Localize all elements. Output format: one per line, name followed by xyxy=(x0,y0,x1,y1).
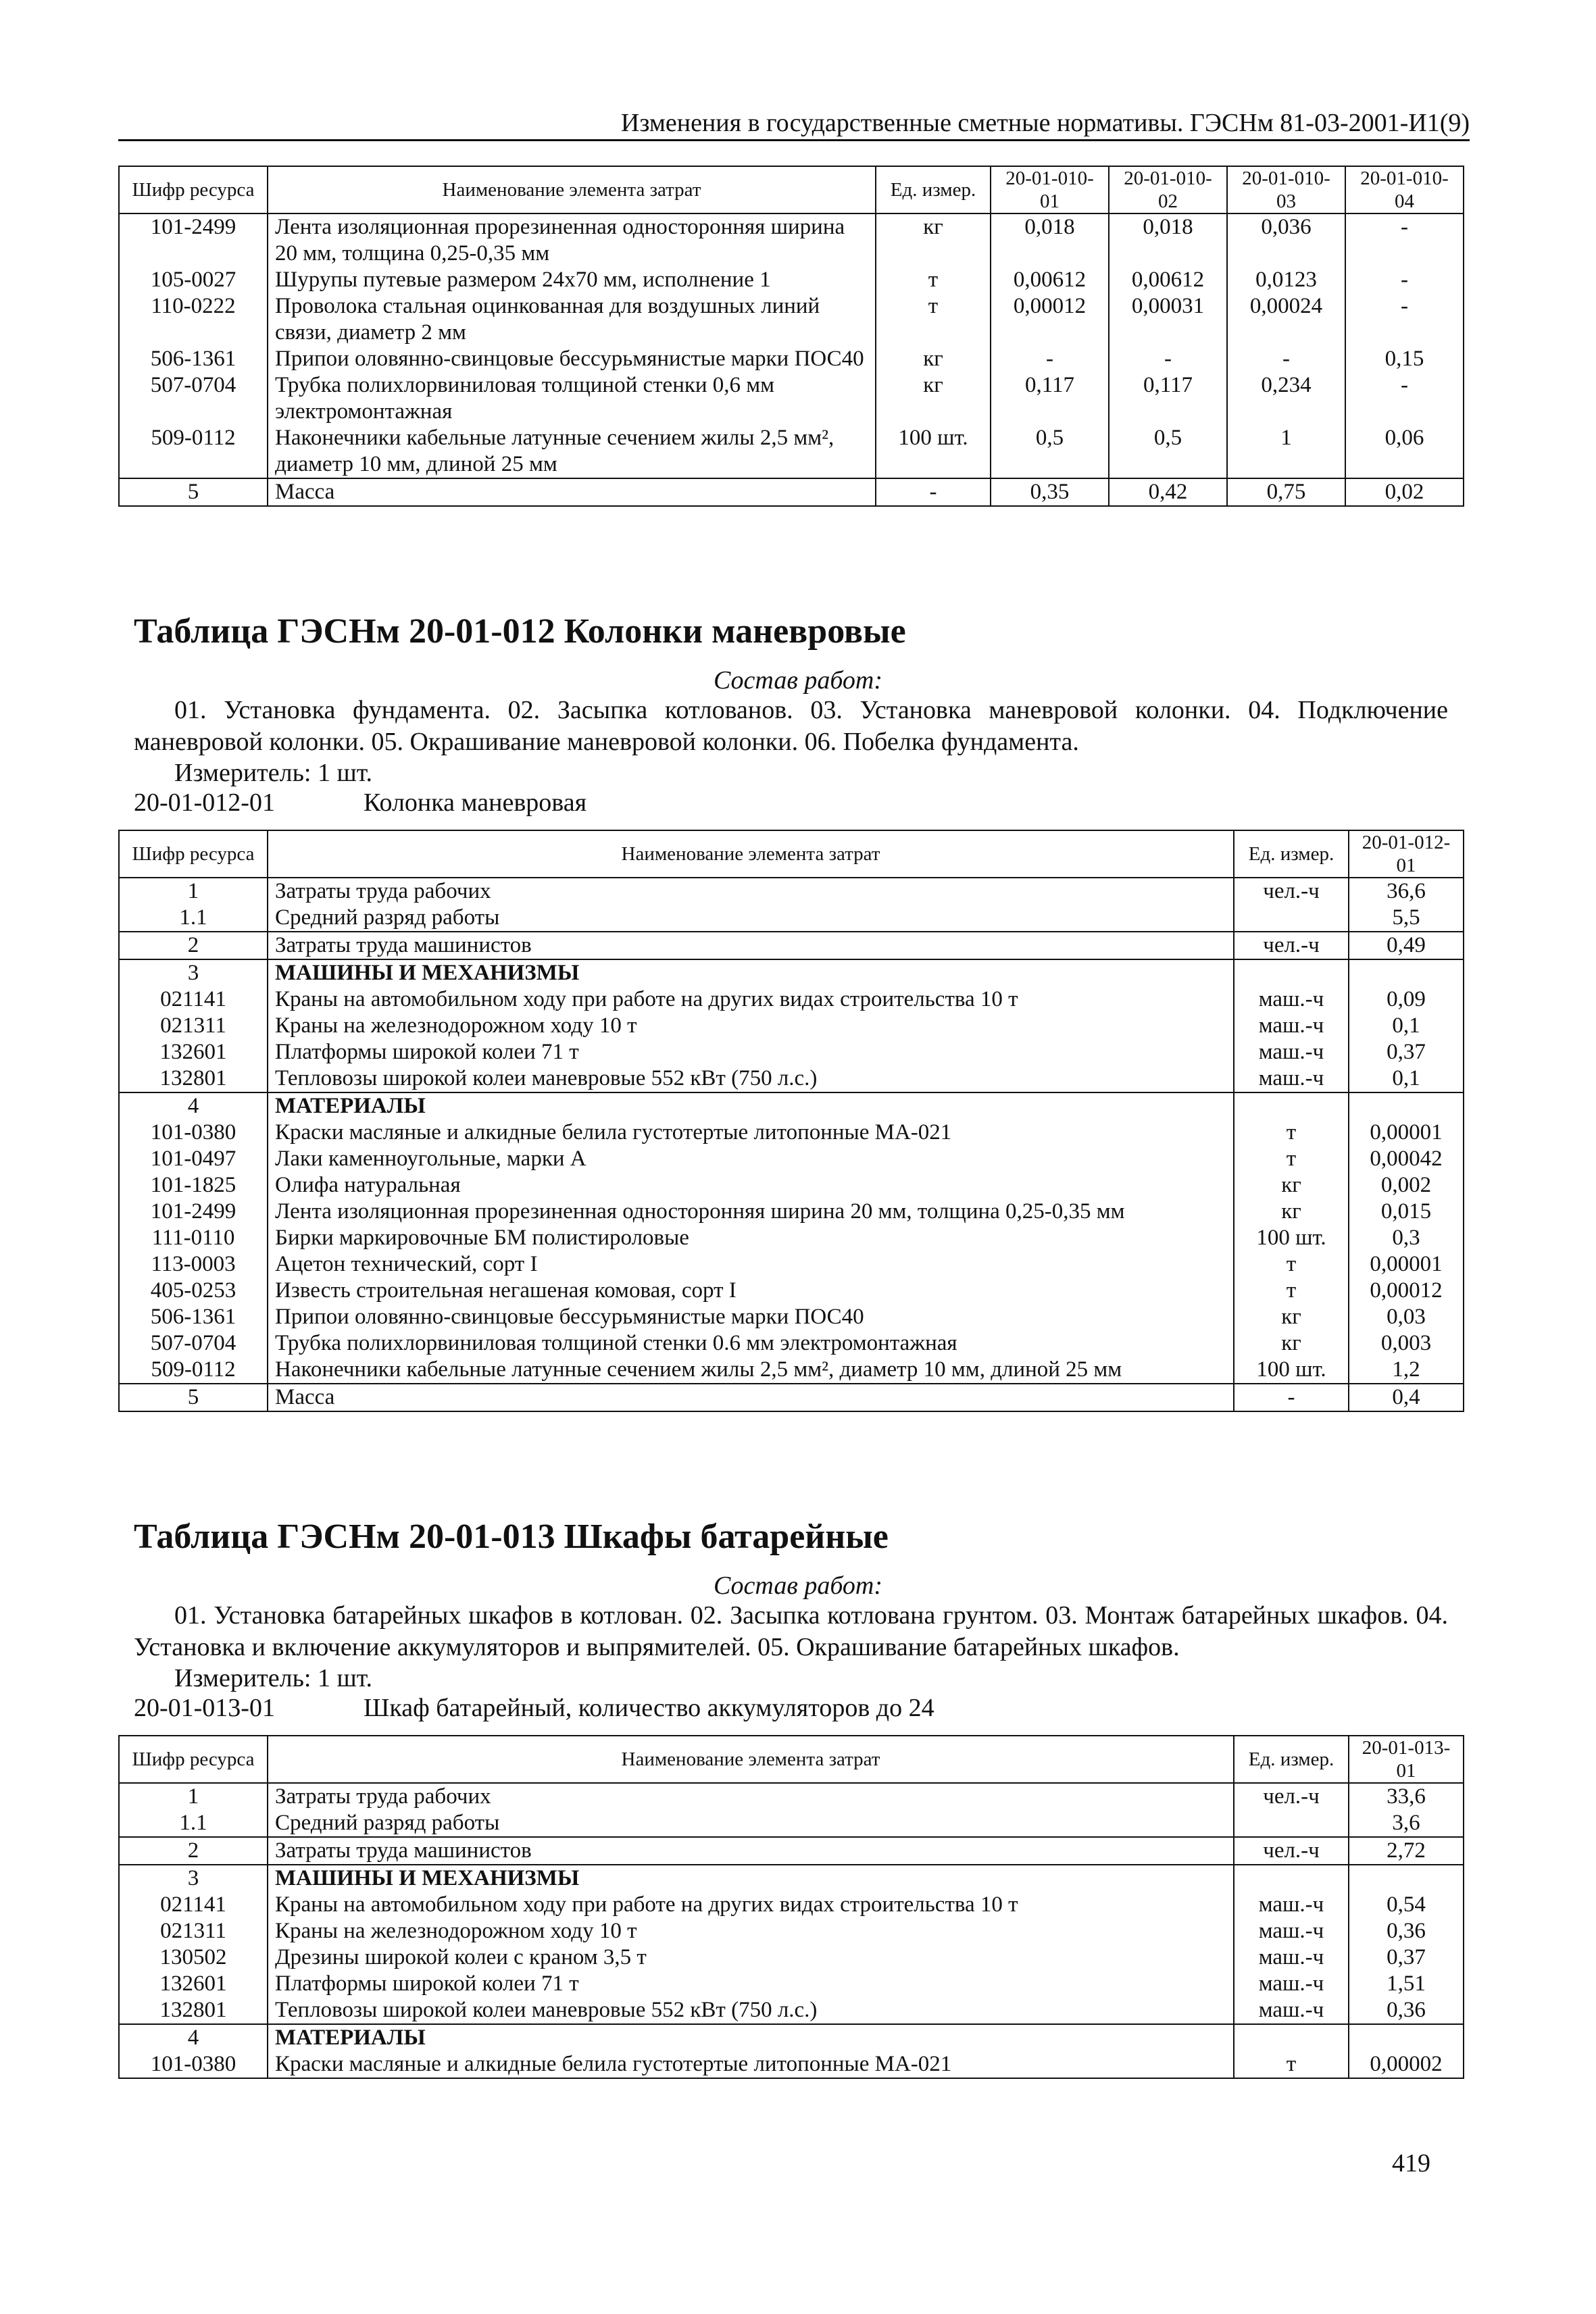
cell-name: Дрезины широкой колеи с краном 3,5 т xyxy=(268,1944,1234,1971)
cell-unit: чел.-ч xyxy=(1234,932,1349,959)
machines-section xyxy=(119,959,1464,1092)
cell-value: - xyxy=(1345,213,1464,267)
cell-unit: чел.-ч xyxy=(1234,1783,1349,1810)
cell-name: Масса xyxy=(268,1384,1234,1411)
cell-value: 1,51 xyxy=(1349,1971,1464,1997)
table-header xyxy=(119,1736,1464,1783)
header-cell-unit: Ед. измер. xyxy=(876,166,991,213)
cell-unit: т xyxy=(1234,1278,1349,1304)
cell-name: Олифа натуральная xyxy=(268,1172,1234,1199)
operators-section xyxy=(119,1837,1464,1865)
cell-value: 0,234 xyxy=(1227,372,1345,425)
cell-unit: маш.-ч xyxy=(1234,1997,1349,2024)
cell-name: Шурупы путевые размером 24х70 мм, исполнение 1 xyxy=(268,267,876,293)
cell-value: 0,00612 xyxy=(991,267,1109,293)
cell-code: 4 xyxy=(119,2024,268,2051)
cell-code: 2 xyxy=(119,932,268,959)
cell-code: 507-0704 xyxy=(119,372,268,425)
cell-name: Бирки маркировочные БМ полистироловые xyxy=(268,1225,1234,1251)
composition-text-013: 01. Установка батарейных шкафов в котлован. 02. Засыпка котлована грунтом. 03. Монтаж батарейных шкафов. 04. Установка и включение аккумуляторов и выпрямителей. 05. Окрашивание батарейных шкафов. xyxy=(134,1601,1448,1661)
cell-value: 0,03 xyxy=(1349,1304,1464,1330)
cell-code: 110-0222 xyxy=(119,293,268,346)
cell-code: 3 xyxy=(119,1865,268,1892)
cell-unit xyxy=(1234,905,1349,932)
cell-unit: 100 шт. xyxy=(1234,1225,1349,1251)
subtitle-012 xyxy=(134,788,587,818)
cell-value xyxy=(1349,959,1464,986)
cell-value: - xyxy=(991,346,1109,372)
cell-name: Лента изоляционная прорезиненная односторонняя ширина 20 мм, толщина 0,25-0,35 мм xyxy=(268,213,876,267)
cell-value: 0,36 xyxy=(1349,1918,1464,1944)
cell-code: 405-0253 xyxy=(119,1278,268,1304)
cell-code: 105-0027 xyxy=(119,267,268,293)
cell-unit: т xyxy=(1234,1146,1349,1172)
table-header xyxy=(119,830,1464,878)
cell-name: Ацетон технический, сорт I xyxy=(268,1251,1234,1278)
composition-title-013: Состав работ: xyxy=(713,1571,883,1600)
header-cell-unit: Ед. измер. xyxy=(1234,830,1349,878)
cell-unit: маш.-ч xyxy=(1234,1013,1349,1039)
cell-code: 3 xyxy=(119,959,268,986)
table-row xyxy=(119,1971,1464,1997)
cell-name: Краски масляные и алкидные белила густотертые литопонные МА-021 xyxy=(268,1120,1234,1146)
cell-value: 0,5 xyxy=(991,425,1109,478)
header-cell-col1: 20-01-013-01 xyxy=(1349,1736,1464,1783)
cell-name: Проволока стальная оцинкованная для воздушных линий связи, диаметр 2 мм xyxy=(268,293,876,346)
table-row xyxy=(119,213,1464,267)
operators-section xyxy=(119,932,1464,959)
cell-unit xyxy=(1234,1865,1349,1892)
cell-value: 1 xyxy=(1227,425,1345,478)
machines-section xyxy=(119,1865,1464,2024)
cell-value: 0,00024 xyxy=(1227,293,1345,346)
cell-value: 0,3 xyxy=(1349,1225,1464,1251)
cell-unit: чел.-ч xyxy=(1234,878,1349,905)
cell-name: МАТЕРИАЛЫ xyxy=(268,1092,1234,1120)
cell-value: 0,02 xyxy=(1345,478,1464,506)
table-row xyxy=(119,1918,1464,1944)
table-row xyxy=(119,1304,1464,1330)
cell-value: 0,4 xyxy=(1349,1384,1464,1411)
cell-unit: кг xyxy=(1234,1304,1349,1330)
cell-value: 2,72 xyxy=(1349,1837,1464,1865)
cell-unit: кг xyxy=(876,346,991,372)
cell-code: 021311 xyxy=(119,1918,268,1944)
table-row xyxy=(119,1039,1464,1065)
subtitle-name: Колонка маневровая xyxy=(364,788,587,817)
cell-code: 101-1825 xyxy=(119,1172,268,1199)
cell-code: 021141 xyxy=(119,1892,268,1918)
cell-name: Трубка полихлорвиниловая толщиной стенки 0,6 мм электромонтажная xyxy=(268,372,876,425)
header-cell-name: Наименование элемента затрат xyxy=(268,166,876,213)
table-header xyxy=(119,166,1464,213)
table-row xyxy=(119,293,1464,346)
cell-name: Затраты труда рабочих xyxy=(268,1783,1234,1810)
cell-code: 113-0003 xyxy=(119,1251,268,1278)
section-header-row xyxy=(119,1092,1464,1120)
cell-value: 0,42 xyxy=(1109,478,1227,506)
table-row xyxy=(119,346,1464,372)
mass-section xyxy=(119,1384,1464,1411)
cell-unit: кг xyxy=(876,372,991,425)
table-row-mass xyxy=(119,478,1464,506)
table-row-mass xyxy=(119,1384,1464,1411)
cell-value: - xyxy=(1345,372,1464,425)
table-20-01-010 xyxy=(118,166,1464,507)
materials-section xyxy=(119,2024,1464,2078)
cell-value: 0,003 xyxy=(1349,1330,1464,1357)
cell-code: 132801 xyxy=(119,1065,268,1092)
table-row xyxy=(119,372,1464,425)
running-header: Изменения в государственные сметные нормативы. ГЭСНм 81-03-2001-И1(9) xyxy=(118,108,1470,141)
cell-unit xyxy=(1234,1092,1349,1120)
header-cell-unit: Ед. измер. xyxy=(1234,1736,1349,1783)
cell-code: 2 xyxy=(119,1837,268,1865)
cell-name: Тепловозы широкой колеи маневровые 552 кВт (750 л.с.) xyxy=(268,1065,1234,1092)
cell-unit: маш.-ч xyxy=(1234,1971,1349,1997)
labor-section xyxy=(119,878,1464,932)
cell-name: Лаки каменноугольные, марки А xyxy=(268,1146,1234,1172)
header-cell-col3: 20-01-010-03 xyxy=(1227,166,1345,213)
cell-name: Средний разряд работы xyxy=(268,905,1234,932)
cell-value: 0,00001 xyxy=(1349,1120,1464,1146)
composition-text-012: 01. Установка фундамента. 02. Засыпка котлованов. 03. Установка маневровой колонки. 04. Подключение маневровой колонки. 05. Окрашивание маневровой колонки. 06. Побелка фундамента. xyxy=(134,696,1448,756)
cell-name: Платформы широкой колеи 71 т xyxy=(268,1971,1234,1997)
cell-value: 0,00042 xyxy=(1349,1146,1464,1172)
cell-unit: маш.-ч xyxy=(1234,1065,1349,1092)
cell-unit: - xyxy=(1234,1384,1349,1411)
cell-value xyxy=(1349,2024,1464,2051)
cell-code: 1 xyxy=(119,878,268,905)
cell-value: 0,1 xyxy=(1349,1013,1464,1039)
table-row xyxy=(119,1810,1464,1837)
header-cell-name: Наименование элемента затрат xyxy=(268,830,1234,878)
cell-unit: кг xyxy=(1234,1172,1349,1199)
table-row xyxy=(119,1225,1464,1251)
page-number: 419 xyxy=(1392,2149,1430,2178)
cell-name: Платформы широкой колеи 71 т xyxy=(268,1039,1234,1065)
table-row xyxy=(119,1783,1464,1810)
cell-value: 0,00612 xyxy=(1109,267,1227,293)
table-row xyxy=(119,905,1464,932)
cell-value xyxy=(1349,1092,1464,1120)
cell-code: 509-0112 xyxy=(119,1357,268,1384)
cell-name: Наконечники кабельные латунные сечением жилы 2,5 мм², диаметр 10 мм, длиной 25 мм xyxy=(268,1357,1234,1384)
subtitle-013 xyxy=(134,1693,934,1723)
table-row xyxy=(119,1120,1464,1146)
table-row xyxy=(119,1278,1464,1304)
cell-value: 0,018 xyxy=(1109,213,1227,267)
table-20-01-013 xyxy=(118,1735,1464,2079)
cell-unit: 100 шт. xyxy=(1234,1357,1349,1384)
cell-value xyxy=(1349,1865,1464,1892)
cell-value: 0,00002 xyxy=(1349,2051,1464,2078)
header-cell-col4: 20-01-010-04 xyxy=(1345,166,1464,213)
cell-name: Краски масляные и алкидные белила густотертые литопонные МА-021 xyxy=(268,2051,1234,2078)
cell-value: 33,6 xyxy=(1349,1783,1464,1810)
cell-code: 101-2499 xyxy=(119,213,268,267)
cell-unit: маш.-ч xyxy=(1234,1944,1349,1971)
cell-value: 0,54 xyxy=(1349,1892,1464,1918)
cell-unit: чел.-ч xyxy=(1234,1837,1349,1865)
cell-value: 0,036 xyxy=(1227,213,1345,267)
cell-name: Масса xyxy=(268,478,876,506)
table-row xyxy=(119,1146,1464,1172)
table-row xyxy=(119,1997,1464,2024)
cell-value: 1,2 xyxy=(1349,1357,1464,1384)
cell-code: 1.1 xyxy=(119,905,268,932)
cell-value: 36,6 xyxy=(1349,878,1464,905)
section-header-row xyxy=(119,1865,1464,1892)
materials-section xyxy=(119,1092,1464,1384)
subtitle-code: 20-01-012-01 xyxy=(134,788,275,817)
table-row xyxy=(119,1199,1464,1225)
cell-value: 0,117 xyxy=(1109,372,1227,425)
header-cell-col1: 20-01-010-01 xyxy=(991,166,1109,213)
table-row xyxy=(119,1837,1464,1865)
cell-unit: - xyxy=(876,478,991,506)
cell-unit: кг xyxy=(876,213,991,267)
cell-code: 132601 xyxy=(119,1039,268,1065)
cell-name: Краны на железнодорожном ходу 10 т xyxy=(268,1013,1234,1039)
mass-section xyxy=(119,478,1464,506)
subtitle-code: 20-01-013-01 xyxy=(134,1694,275,1722)
cell-unit: т xyxy=(876,293,991,346)
cell-value: 0,1 xyxy=(1349,1065,1464,1092)
header-cell-code: Шифр ресурса xyxy=(119,166,268,213)
cell-name: МАТЕРИАЛЫ xyxy=(268,2024,1234,2051)
cell-unit: т xyxy=(1234,2051,1349,2078)
table-row xyxy=(119,267,1464,293)
cell-name: Затраты труда рабочих xyxy=(268,878,1234,905)
cell-name: Лента изоляционная прорезиненная односторонняя ширина 20 мм, толщина 0,25-0,35 мм xyxy=(268,1199,1234,1225)
cell-code: 130502 xyxy=(119,1944,268,1971)
cell-value: 0,75 xyxy=(1227,478,1345,506)
cell-name: МАШИНЫ И МЕХАНИЗМЫ xyxy=(268,959,1234,986)
cell-value: - xyxy=(1227,346,1345,372)
table-heading-013: Таблица ГЭСНм 20-01-013 Шкафы батарейные xyxy=(134,1517,889,1556)
cell-unit: т xyxy=(1234,1251,1349,1278)
cell-value: 0,35 xyxy=(991,478,1109,506)
cell-code: 101-0380 xyxy=(119,1120,268,1146)
cell-code: 021141 xyxy=(119,986,268,1013)
cell-value: 0,018 xyxy=(991,213,1109,267)
cell-value: - xyxy=(1345,293,1464,346)
cell-code: 1 xyxy=(119,1783,268,1810)
header-cell-name: Наименование элемента затрат xyxy=(268,1736,1234,1783)
table-20-01-012 xyxy=(118,830,1464,1412)
meter-012: Измеритель: 1 шт. xyxy=(174,759,372,787)
table-row xyxy=(119,1013,1464,1039)
cell-value: 0,49 xyxy=(1349,932,1464,959)
cell-value: 0,37 xyxy=(1349,1039,1464,1065)
cell-name: Затраты труда машинистов xyxy=(268,1837,1234,1865)
cell-value: 0,0123 xyxy=(1227,267,1345,293)
cell-unit: маш.-ч xyxy=(1234,986,1349,1013)
cell-name: Трубка полихлорвиниловая толщиной стенки 0.6 мм электромонтажная xyxy=(268,1330,1234,1357)
cell-code: 101-0380 xyxy=(119,2051,268,2078)
table-row xyxy=(119,1944,1464,1971)
cell-value: 0,37 xyxy=(1349,1944,1464,1971)
cell-value: 0,015 xyxy=(1349,1199,1464,1225)
header-cell-code: Шифр ресурса xyxy=(119,1736,268,1783)
cell-value: 0,15 xyxy=(1345,346,1464,372)
table-row xyxy=(119,1172,1464,1199)
cell-code: 132601 xyxy=(119,1971,268,1997)
cell-name: Припои оловянно-свинцовые бессурьмянистые марки ПОС40 xyxy=(268,346,876,372)
cell-value: 3,6 xyxy=(1349,1810,1464,1837)
cell-value: 0,00001 xyxy=(1349,1251,1464,1278)
cell-value: 5,5 xyxy=(1349,905,1464,932)
cell-unit: кг xyxy=(1234,1330,1349,1357)
composition-title-012: Состав работ: xyxy=(713,666,883,695)
table-row xyxy=(119,1357,1464,1384)
cell-value: 0,06 xyxy=(1345,425,1464,478)
cell-name: Средний разряд работы xyxy=(268,1810,1234,1837)
cell-unit: т xyxy=(876,267,991,293)
cell-value: 0,5 xyxy=(1109,425,1227,478)
cell-name: Известь строительная негашеная комовая, сорт I xyxy=(268,1278,1234,1304)
cell-name: Наконечники кабельные латунные сечением жилы 2,5 мм², диаметр 10 мм, длиной 25 мм xyxy=(268,425,876,478)
section-header-row xyxy=(119,959,1464,986)
cell-code: 101-2499 xyxy=(119,1199,268,1225)
cell-name: МАШИНЫ И МЕХАНИЗМЫ xyxy=(268,1865,1234,1892)
cell-name: Припои оловянно-свинцовые бессурьмянистые марки ПОС40 xyxy=(268,1304,1234,1330)
cell-code: 4 xyxy=(119,1092,268,1120)
cell-name: Краны на автомобильном ходу при работе на других видах строительства 10 т xyxy=(268,986,1234,1013)
cell-value: - xyxy=(1109,346,1227,372)
cell-value: 0,002 xyxy=(1349,1172,1464,1199)
cell-unit: маш.-ч xyxy=(1234,1892,1349,1918)
cell-value: - xyxy=(1345,267,1464,293)
table-row xyxy=(119,1892,1464,1918)
cell-name: Тепловозы широкой колеи маневровые 552 кВт (750 л.с.) xyxy=(268,1997,1234,2024)
cell-code: 021311 xyxy=(119,1013,268,1039)
cell-code: 101-0497 xyxy=(119,1146,268,1172)
table-heading-012: Таблица ГЭСНм 20-01-012 Колонки маневровые xyxy=(134,612,906,651)
labor-section xyxy=(119,1783,1464,1837)
cell-name: Краны на железнодорожном ходу 10 т xyxy=(268,1918,1234,1944)
table-row xyxy=(119,2051,1464,2078)
cell-value: 0,00031 xyxy=(1109,293,1227,346)
table-body xyxy=(119,213,1464,478)
table-row xyxy=(119,986,1464,1013)
cell-unit: кг xyxy=(1234,1199,1349,1225)
section-header-row xyxy=(119,2024,1464,2051)
cell-value: 0,00012 xyxy=(1349,1278,1464,1304)
cell-code: 507-0704 xyxy=(119,1330,268,1357)
cell-code: 5 xyxy=(119,478,268,506)
cell-code: 132801 xyxy=(119,1997,268,2024)
cell-unit xyxy=(1234,1810,1349,1837)
table-row xyxy=(119,932,1464,959)
table-row xyxy=(119,1330,1464,1357)
cell-value: 0,117 xyxy=(991,372,1109,425)
cell-unit xyxy=(1234,2024,1349,2051)
table-row xyxy=(119,1251,1464,1278)
cell-unit: маш.-ч xyxy=(1234,1918,1349,1944)
cell-unit: маш.-ч xyxy=(1234,1039,1349,1065)
cell-code: 506-1361 xyxy=(119,346,268,372)
header-cell-code: Шифр ресурса xyxy=(119,830,268,878)
cell-name: Краны на автомобильном ходу при работе на других видах строительства 10 т xyxy=(268,1892,1234,1918)
cell-unit: т xyxy=(1234,1120,1349,1146)
meter-013: Измеритель: 1 шт. xyxy=(174,1664,372,1692)
cell-code: 506-1361 xyxy=(119,1304,268,1330)
header-cell-col1: 20-01-012-01 xyxy=(1349,830,1464,878)
table-row xyxy=(119,425,1464,478)
subtitle-name: Шкаф батарейный, количество аккумуляторов до 24 xyxy=(364,1694,934,1722)
cell-code: 1.1 xyxy=(119,1810,268,1837)
cell-code: 509-0112 xyxy=(119,425,268,478)
cell-value: 0,09 xyxy=(1349,986,1464,1013)
cell-name: Затраты труда машинистов xyxy=(268,932,1234,959)
cell-value: 0,36 xyxy=(1349,1997,1464,2024)
cell-unit: 100 шт. xyxy=(876,425,991,478)
header-cell-col2: 20-01-010-02 xyxy=(1109,166,1227,213)
cell-value: 0,00012 xyxy=(991,293,1109,346)
table-row xyxy=(119,1065,1464,1092)
cell-code: 111-0110 xyxy=(119,1225,268,1251)
table-row xyxy=(119,878,1464,905)
cell-code: 5 xyxy=(119,1384,268,1411)
cell-unit xyxy=(1234,959,1349,986)
